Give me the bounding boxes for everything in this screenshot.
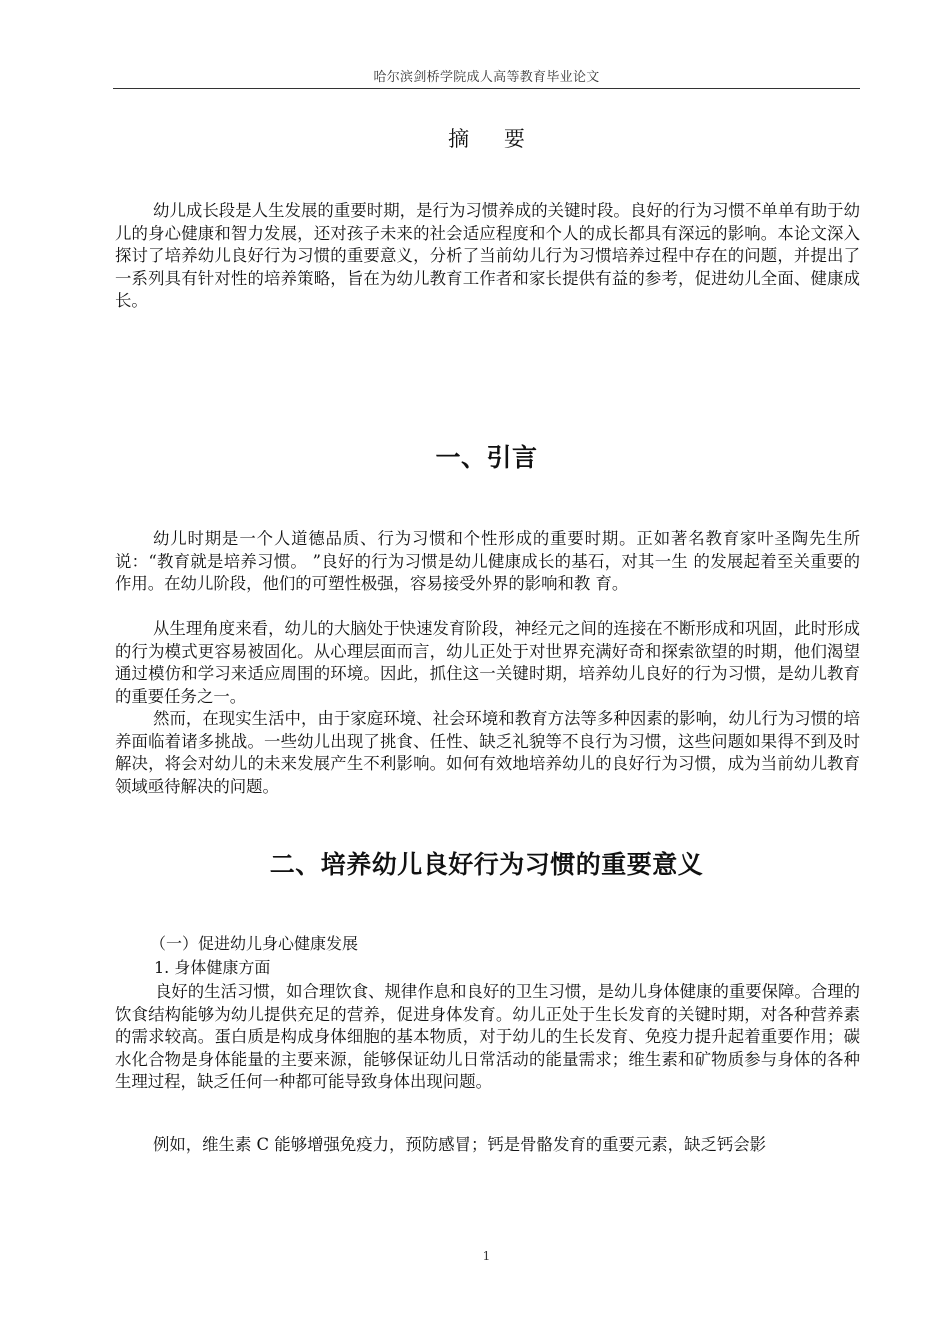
abstract-title: 摘 要	[448, 127, 539, 151]
page-number: 1	[482, 1249, 491, 1263]
section1-paragraph-3: 然而，在现实生活中，由于家庭环境、社会环境和教育方法等多种因素的影响，幼儿行为习惯的培养面临着诸多挑战。一些幼儿出现了挑食、任性、缺乏礼貌等不良行为习惯，这些问题如果得不到及时解决，将会对幼儿的未来发展产生不利影响。如何有效地培养幼儿的良好行为习惯，成为当前幼儿教育领域亟待解决的问题。	[115, 709, 860, 796]
section2-paragraph-1: 良好的生活习惯，如合理饮食、规律作息和良好的卫生习惯，是幼儿身体健康的重要保障。合理的饮食结构能够为幼儿提供充足的营养，促进身体发育。幼儿正处于生长发育的关键时期，对各种营养素的需求较高。蛋白质是构成身体细胞的基本物质，对于幼儿的生长发育、免疫力提升起着重要作用；碳水化合物是身体能量的主要来源，能够保证幼儿日常活动的能量需求；维生素和矿物质参与身体的各种生理过程，缺乏任何一种都可能导致身体出现问题。	[115, 982, 860, 1092]
section2-item-label: 1. 身体健康方面	[154, 958, 271, 977]
section1-paragraph-1: 幼儿时期是一个人道德品质、行为习惯和个性形成的重要时期。正如著名教育家叶圣陶先生所说：“教育就是培养习惯。 ”良好的行为习惯是幼儿健康成长的基石，对其一生 的发展起着至关重要的作用。在幼儿阶段，他们的可塑性极强，容易接受外界的影响和教 育。	[115, 529, 860, 594]
section1-paragraph-2: 从生理角度来看，幼儿的大脑处于快速发育阶段，神经元之间的连接在不断形成和巩固，此时形成的行为模式更容易被固化。从心理层面而言，幼儿正处于对世界充满好奇和探索欲望的时期，他们渴望通过模仿和学习来适应周围的环境。因此，抓住这一关键时期，培养幼儿良好的行为习惯，是幼儿教育的重要任务之一。	[115, 619, 860, 706]
header-rule	[113, 88, 860, 89]
section2-paragraph-2: 例如，维生素 C 能够增强免疫力，预防感冒；钙是骨骼发育的重要元素，缺乏钙会影	[153, 1135, 767, 1154]
section2-heading: 二、培养幼儿良好行为习惯的重要意义	[269, 850, 704, 879]
abstract-body: 幼儿成长段是人生发展的重要时期，是行为习惯养成的关键时段。良好的行为习惯不单单有助于幼儿的身心健康和智力发展，还对孩子未来的社会适应程度和个人的成长都具有深远的影响。本论文深入探讨了培养幼儿良好行为习惯的重要意义，分析了当前幼儿行为习惯培养过程中存在的问题，并提出了一系列具有针对性的培养策略，旨在为幼儿教育工作者和家长提供有益的参考，促进幼儿全面、健康成长。	[115, 201, 860, 311]
running-header: 哈尔滨剑桥学院成人高等教育毕业论文	[373, 70, 600, 85]
section2-subheading: （一）促进幼儿身心健康发展	[150, 934, 359, 953]
section1-heading: 一、引言	[435, 443, 538, 472]
